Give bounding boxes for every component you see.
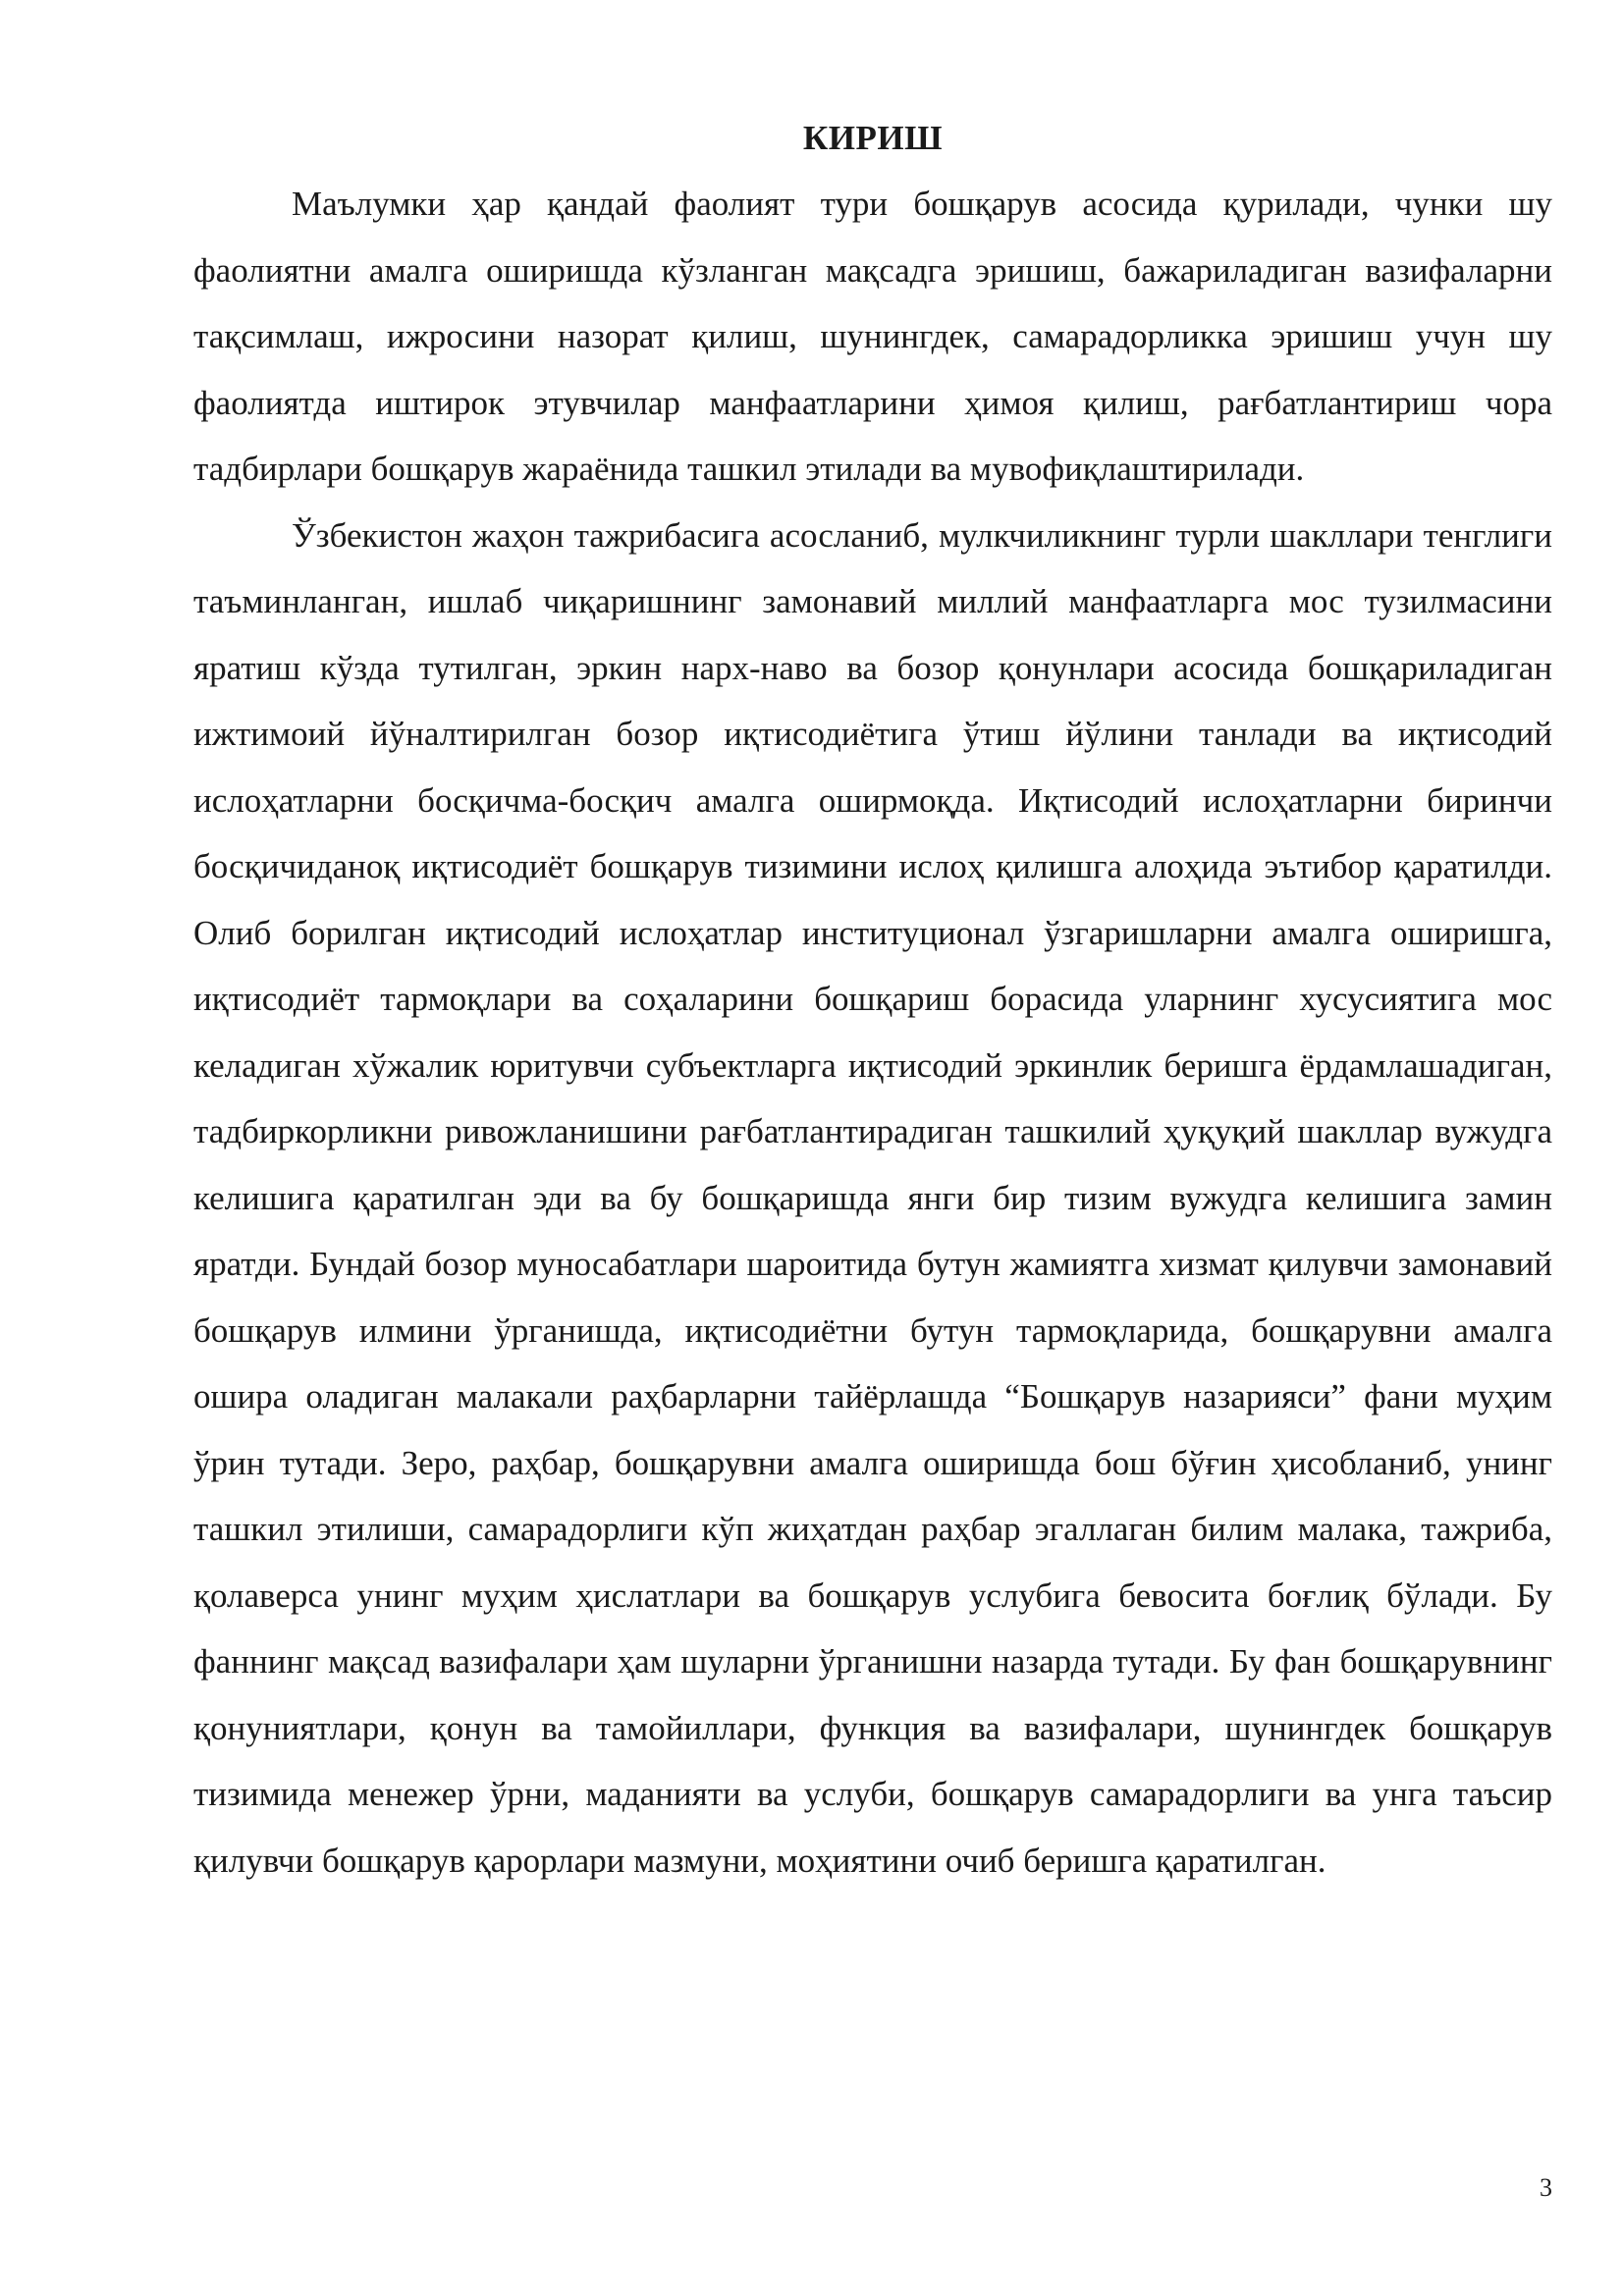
paragraph-uzbekistan: Ўзбекистон жаҳон тажрибасига асосланиб, мулкчиликнинг турли шакллари тенглиги таъминланган, ишлаб чиқаришнинг замонавий миллий манфаатларга мос тузилмасини яратиш кўзда тутилган, эркин нарх-наво ва бозор қонунлари асосида бошқариладиган ижтимоий йўналтирилган бозор иқтисодиётига ўтиш йўлини танлади ва иқтисодий ислоҳатларни босқичма-босқич амалга оширмоқда. Иқтисодий ислоҳатларни биринчи босқичиданоқ иқтисодиёт бошқарув тизимини ислоҳ қилишга алоҳида эътибор қаратилди. Олиб борилган иқтисодий ислоҳатлар институционал ўзгаришларни амалга оширишга, иқтисодиёт тармоқлари ва соҳаларини бошқариш борасида уларнинг хусусиятига мос келадиган хўжалик юритувчи субъектларга иқтисодий эркинлик беришга ёрдамлашадиган, тадбиркорликни ривожланишини рағбатлантирадиган ташкилий ҳуқуқий шакллар вужудга келишига қаратилган эди ва бу бошқаришда янги бир тизим вужудга келишига замин яратди. Бундай бозор муносабатлари шароитида бутун жамиятга хизмат қилувчи замонавий бошқарув илмини ўрганишда, иқтисодиётни бутун тармоқларида, бошқарувни амалга ошира оладиган малакали раҳбарларни тайёрлашда “Бошқарув назарияси” фани муҳим ўрин тутади. Зеро, раҳбар, бошқарувни амалга оширишда бош бўғин ҳисобланиб, унинг ташкил этилиши, самарадорлиги кўп жиҳатдан раҳбар эгаллаган билим малака, тажриба, қолаверса унинг муҳим ҳислатлари ва бошқарув услубига бевосита боғлиқ бўлади. Бу фаннинг мақсад вазифалари ҳам шуларни ўрганишни назарда тутади. Бу фан бошқарувнинг қонуниятлари, қонун ва тамойиллари, функция ва вазифалари, шунингдек бошқарув тизимида менежер ўрни, маданияти ва услуби, бошқарув самарадорлиги ва унга таъсир қилувчи бошқарув қарорлари мазмуни, моҳиятини очиб беришга қаратилган. <box>193 515 1552 1880</box>
page-content <box>193 116 1552 1894</box>
paragraph-intro: Маълумки ҳар қандай фаолият тури бошқарув асосида қурилади, чунки шу фаолиятни амалга оширишда кўзланган мақсадга эришиш, бажариладиган вазифаларни тақсимлаш, ижросини назорат қилиш, шунингдек, самарадорликка эришиш учун шу фаолиятда иштирок этувчилар манфаатларини ҳимоя қилиш, рағбатлантириш чора тадбирлари бошқарув жараёнида ташкил этилади ва мувофиқлаштирилади. <box>193 185 1552 488</box>
page-number: 3 <box>1540 2173 1552 2202</box>
document-title: КИРИШ <box>802 119 944 157</box>
